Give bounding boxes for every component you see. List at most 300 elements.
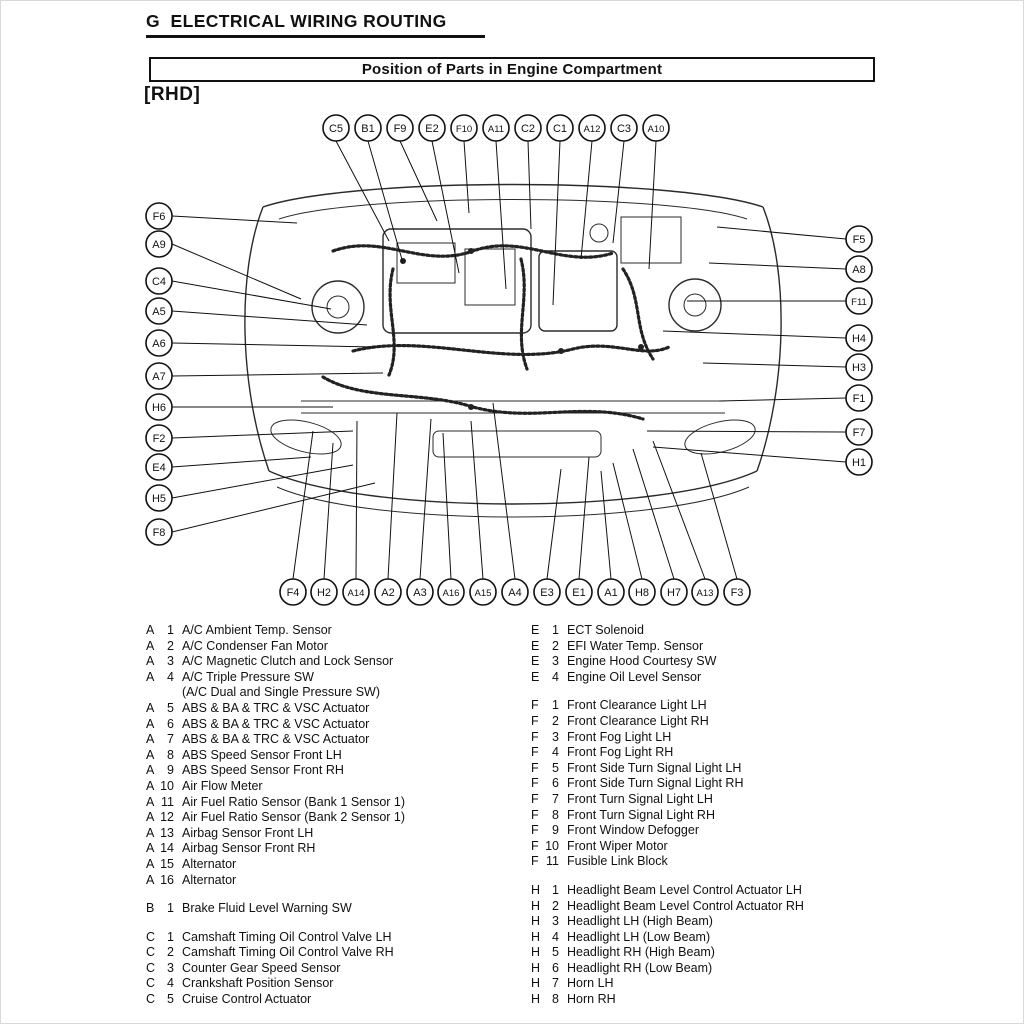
legend-code-letter: A	[146, 872, 155, 887]
callout-code: H6	[151, 401, 167, 414]
legend-code-number: 4	[167, 976, 174, 991]
legend-label: Front Side Turn Signal Light RH	[567, 776, 744, 791]
legend-label: A/C Ambient Temp. Sensor	[182, 623, 332, 637]
legend-label: A/C Condenser Fan Motor	[182, 638, 328, 653]
legend-code-number: 7	[552, 791, 559, 806]
legend-code-letter: H	[531, 945, 541, 960]
leader-line	[471, 421, 483, 579]
callout-A13	[653, 441, 718, 605]
callout-C2	[515, 115, 541, 229]
legend-item	[531, 883, 804, 899]
legend-code-letter: F	[531, 776, 539, 791]
leader-line	[496, 141, 506, 289]
leader-line	[464, 141, 469, 213]
legend-code-letter: A	[146, 763, 155, 778]
callout-code: H8	[634, 586, 650, 599]
callout-F1	[719, 385, 872, 411]
legend-item	[531, 945, 804, 961]
legend-item	[531, 976, 804, 992]
legend-code-letter: B	[146, 901, 155, 916]
legend-item	[146, 685, 405, 701]
callout-H3	[703, 354, 872, 380]
callout-code: A5	[152, 305, 166, 318]
legend-code-number: 4	[552, 929, 559, 944]
callout-code: H4	[851, 332, 867, 345]
legend-code-letter: F	[531, 854, 539, 869]
legend-item	[146, 810, 405, 826]
legend-label: A/C Magnetic Clutch and Lock Sensor	[182, 654, 394, 669]
leader-line	[172, 373, 383, 376]
legend-item	[146, 701, 405, 717]
legend-code-letter: F	[531, 807, 539, 822]
callout-code: A2	[381, 586, 395, 599]
legend-item	[146, 992, 405, 1008]
callout-code: A9	[152, 238, 166, 251]
leader-line	[547, 469, 561, 579]
legend-item	[146, 976, 405, 992]
legend-item	[531, 623, 804, 639]
callout-code: F5	[852, 233, 866, 246]
legend-code-number: 2	[552, 638, 559, 653]
legend-code-number: 5	[552, 760, 559, 775]
legend-label: A/C Triple Pressure SW	[182, 669, 314, 684]
legend-item	[531, 823, 804, 839]
callout-code: F10	[455, 123, 473, 135]
legend-code-letter: F	[531, 729, 539, 744]
legend-code-letter: A	[146, 841, 155, 856]
legend-item	[531, 654, 804, 670]
callout-F2	[146, 425, 353, 451]
callout-code: E2	[425, 122, 439, 135]
legend-code-letter: A	[146, 825, 155, 840]
legend-code-number: 1	[167, 929, 174, 944]
legend-code-letter: F	[531, 791, 539, 806]
legend-code-number: 9	[167, 763, 174, 778]
legend-code-letter: E	[531, 623, 540, 637]
callout-A15	[470, 421, 496, 605]
legend-code-number: 7	[167, 732, 174, 747]
callout-code: F2	[152, 432, 166, 445]
legend-item	[531, 930, 804, 946]
callout-A2	[375, 413, 401, 605]
legend-code-letter: A	[146, 638, 155, 653]
callout-code: C5	[328, 122, 344, 135]
legend-item	[531, 745, 804, 761]
leader-line	[172, 465, 353, 498]
legend-label: Cruise Control Actuator	[182, 992, 312, 1007]
callout-code: C2	[520, 122, 536, 135]
legend-code-letter: H	[531, 960, 541, 975]
legend-item	[146, 639, 405, 655]
leader-line	[701, 453, 737, 579]
callout-code: F4	[286, 586, 300, 599]
engine-drawing	[245, 185, 781, 518]
legend-item	[146, 732, 405, 748]
legend-code-number: 4	[552, 669, 559, 684]
legend-code-letter: F	[531, 823, 539, 838]
legend-item	[146, 654, 405, 670]
legend-item	[531, 961, 804, 977]
legend-label: Headlight LH (High Beam)	[567, 914, 713, 929]
leader-line	[717, 227, 846, 239]
legend-code-number: 1	[167, 623, 174, 637]
leader-line	[400, 141, 437, 221]
callout-A6	[146, 330, 375, 356]
legend-label: ABS & BA & TRC & VSC Actuator	[182, 732, 370, 747]
leader-line	[172, 281, 331, 309]
leader-line	[703, 363, 846, 367]
legend-item	[146, 826, 405, 842]
legend-label: ABS Speed Sensor Front LH	[182, 747, 342, 762]
legend-code-number: 4	[167, 669, 174, 684]
legend-item	[531, 714, 804, 730]
legend-code-number: 9	[552, 823, 559, 838]
leader-line	[653, 441, 705, 579]
legend-code-number: 5	[167, 700, 174, 715]
legend-label: Air Fuel Ratio Sensor (Bank 1 Sensor 1)	[182, 794, 406, 809]
callout-F5	[717, 226, 872, 252]
legend-code-letter: C	[146, 992, 156, 1007]
legend-code-letter: A	[146, 747, 155, 762]
leader-line	[443, 433, 451, 579]
legend-code-number: 8	[167, 747, 174, 762]
legend-item	[531, 992, 804, 1008]
legend-label: Horn RH	[567, 992, 616, 1007]
leader-line	[633, 449, 674, 579]
legend-label: Front Fog Light RH	[567, 745, 674, 760]
callout-code: F6	[152, 210, 166, 223]
legend-column-left	[146, 623, 405, 1021]
callout-F10	[451, 115, 477, 213]
callout-C4	[146, 268, 331, 309]
legend-code-number: 7	[552, 976, 559, 991]
legend-item	[146, 961, 405, 977]
legend-label: Air Fuel Ratio Sensor (Bank 2 Sensor 1)	[182, 810, 406, 825]
legend-code-letter: H	[531, 929, 541, 944]
callout-code: H5	[151, 492, 167, 505]
callout-code: A12	[583, 123, 601, 135]
legend-item	[531, 639, 804, 655]
legend-item	[146, 795, 405, 811]
legend-group	[146, 623, 405, 888]
callout-A3	[407, 419, 433, 605]
callout-code: A11	[487, 123, 505, 135]
legend-code-number: 1	[167, 901, 174, 916]
legend-label: Front Fog Light LH	[567, 729, 672, 744]
callout-code: F7	[852, 426, 866, 439]
legend-code-number: 12	[160, 810, 174, 825]
legend-code-number: 11	[161, 794, 174, 809]
legend-column-right	[531, 623, 804, 1021]
legend-code-number: 6	[552, 960, 559, 975]
callout-code: C4	[151, 275, 167, 288]
legend-code-number: 1	[552, 882, 559, 897]
callout-code: B1	[361, 122, 375, 135]
legend-code-letter: E	[531, 654, 540, 669]
callout-code: E4	[152, 461, 166, 474]
callout-A7	[146, 363, 383, 389]
legend-item	[531, 914, 804, 930]
callout-code: A16	[442, 587, 460, 599]
legend-code-letter: F	[531, 745, 539, 760]
legend-label: Front Turn Signal Light LH	[567, 791, 713, 806]
leader-line	[613, 463, 642, 579]
legend-label: Alternator	[182, 856, 237, 871]
legend-code-letter: A	[146, 794, 155, 809]
callout-code: F1	[852, 392, 866, 405]
legend-code-number: 2	[552, 898, 559, 913]
legend-label: Horn LH	[567, 976, 614, 991]
legend-code-letter: H	[531, 976, 541, 991]
callout-A8	[709, 256, 872, 282]
leader-line	[172, 244, 301, 299]
legend-label: ECT Solenoid	[567, 623, 644, 637]
legend-code-number: 6	[552, 776, 559, 791]
legend-label: Engine Hood Courtesy SW	[567, 654, 717, 669]
legend-code-number: 3	[552, 654, 559, 669]
legend-code-number: 3	[167, 960, 174, 975]
callout-labels	[146, 115, 872, 605]
callout-code: A10	[647, 123, 665, 135]
legend-code-letter: A	[146, 716, 155, 731]
callout-F7	[647, 419, 872, 445]
legend-item	[531, 761, 804, 777]
leader-line	[647, 431, 846, 432]
legend-code-letter: C	[146, 976, 156, 991]
callout-F6	[146, 203, 297, 229]
callout-code: A3	[413, 586, 427, 599]
legend-label: Camshaft Timing Oil Control Valve LH	[182, 929, 392, 944]
legend-label: Counter Gear Speed Sensor	[182, 960, 341, 975]
legend-group	[531, 883, 804, 1008]
callout-A14	[343, 421, 369, 605]
legend-code-number: 8	[552, 807, 559, 822]
legend-item	[146, 901, 405, 917]
leader-line	[553, 141, 560, 305]
legend-code-number: 6	[167, 716, 174, 731]
legend-code-number: 1	[552, 698, 559, 713]
callout-A10	[643, 115, 669, 269]
leader-line	[613, 141, 624, 243]
callout-code: F9	[393, 122, 407, 135]
callout-code: A14	[347, 587, 365, 599]
legend-label: Headlight LH (Low Beam)	[567, 929, 711, 944]
legend-code-number: 2	[167, 638, 174, 653]
legend-label: Front Window Defogger	[567, 823, 700, 838]
callout-code: A4	[508, 586, 522, 599]
callout-code: E1	[572, 586, 586, 599]
legend-group	[531, 698, 804, 870]
engine-compartment-diagram	[1, 101, 1024, 621]
legend-code-number: 10	[160, 778, 174, 793]
leader-line	[172, 483, 375, 532]
callout-H4	[663, 325, 872, 351]
callout-code: E3	[540, 586, 554, 599]
legend-group	[146, 930, 405, 1008]
legend-label: Front Clearance Light LH	[567, 698, 707, 713]
legend-item	[146, 841, 405, 857]
legend-item	[531, 670, 804, 686]
legend-code-number: 1	[552, 623, 559, 637]
legend-item	[531, 776, 804, 792]
callout-C3	[611, 115, 637, 243]
legend-item	[531, 854, 804, 870]
legend-code-letter: A	[146, 700, 155, 715]
legend-item	[146, 748, 405, 764]
legend-code-letter: A	[146, 654, 155, 669]
legend-code-number: 4	[552, 745, 559, 760]
legend-code-number: 5	[167, 992, 174, 1007]
leader-line	[579, 457, 589, 579]
callout-code: A8	[852, 263, 866, 276]
legend-code-letter: C	[146, 929, 156, 944]
legend-item	[531, 792, 804, 808]
leader-line	[581, 141, 592, 259]
legend-item	[146, 873, 405, 889]
leader-line	[388, 413, 397, 579]
legend-item	[146, 945, 405, 961]
legend-code-letter: E	[531, 638, 540, 653]
legend-code-letter: H	[531, 992, 541, 1007]
legend-label: Headlight Beam Level Control Actuator LH	[567, 882, 802, 897]
legend-code-number: 5	[552, 945, 559, 960]
callout-code: F11	[851, 296, 867, 308]
callout-E4	[146, 454, 311, 480]
legend-label: Headlight RH (Low Beam)	[567, 960, 713, 975]
legend-label: ABS Speed Sensor Front RH	[182, 763, 344, 778]
legend-group	[146, 901, 405, 917]
callout-code: A6	[152, 337, 166, 350]
legend-label: ABS & BA & TRC & VSC Actuator	[182, 700, 370, 715]
legend-code-letter: A	[146, 623, 155, 637]
legend-item	[531, 899, 804, 915]
legend-item	[146, 857, 405, 873]
callout-code: A13	[696, 587, 714, 599]
boxed-title-text: Position of Parts in Engine Compartment	[361, 61, 663, 78]
legend-item	[146, 670, 405, 686]
legend-code-letter: C	[146, 960, 156, 975]
legend-code-letter: E	[531, 669, 540, 684]
leader-line	[356, 421, 357, 579]
legend-code-letter: H	[531, 914, 541, 929]
legend-item	[146, 930, 405, 946]
legend-code-letter: H	[531, 882, 541, 897]
callout-code: A1	[604, 586, 618, 599]
legend-label: Headlight RH (High Beam)	[567, 945, 715, 960]
callout-H6	[146, 394, 333, 420]
legend-item	[146, 623, 405, 639]
legend-code-letter: A	[146, 778, 155, 793]
leader-line	[653, 447, 846, 462]
leader-line	[336, 141, 389, 241]
legend-code-number: 13	[160, 825, 174, 840]
callout-code: C3	[616, 122, 632, 135]
legend-item	[146, 717, 405, 733]
section-heading: G ELECTRICAL WIRING ROUTING	[146, 11, 485, 38]
legend-label: Airbag Sensor Front LH	[182, 825, 314, 840]
legend-label: Camshaft Timing Oil Control Valve RH	[182, 945, 394, 960]
legend-code-letter: A	[146, 669, 155, 684]
legend-label: Engine Oil Level Sensor	[567, 669, 702, 684]
callout-E1	[566, 457, 592, 605]
callout-code: H2	[316, 586, 332, 599]
legend-code-number: 16	[160, 872, 174, 887]
legend-label: Headlight Beam Level Control Actuator RH	[567, 898, 804, 913]
legend-code-letter: F	[531, 698, 539, 713]
legend-code-number: 8	[552, 992, 559, 1007]
callout-code: F8	[152, 526, 166, 539]
legend-code-letter: A	[146, 810, 155, 825]
legend-label: Front Side Turn Signal Light LH	[567, 760, 742, 775]
callout-code: F3	[730, 586, 744, 599]
legend-label: Fusible Link Block	[567, 854, 668, 869]
legend-label: Front Clearance Light RH	[567, 713, 709, 728]
legend-code-letter: A	[146, 856, 155, 871]
leader-line	[172, 343, 375, 347]
callout-E3	[534, 469, 561, 605]
legend-item	[531, 808, 804, 824]
callout-F11	[687, 288, 872, 314]
leader-line	[493, 403, 515, 579]
callout-code: H1	[851, 456, 867, 469]
legend-label: Front Wiper Motor	[567, 838, 668, 853]
legend-label: Airbag Sensor Front RH	[182, 841, 316, 856]
legend-code-number: 15	[160, 856, 174, 871]
leader-line	[172, 216, 297, 223]
legend-label: (A/C Dual and Single Pressure SW)	[182, 685, 380, 700]
legend-code-number: 2	[167, 945, 174, 960]
callout-C1	[547, 115, 573, 305]
leader-line	[293, 431, 313, 579]
legend-code-letter: C	[146, 945, 156, 960]
legend-item	[531, 730, 804, 746]
legend-item	[146, 763, 405, 779]
legend-code-letter: H	[531, 898, 541, 913]
legend-code-number: 14	[160, 841, 174, 856]
leader-line	[420, 419, 431, 579]
callout-A16	[438, 433, 464, 605]
legend-item	[531, 839, 804, 855]
leader-line	[719, 398, 846, 401]
callout-code: H3	[851, 361, 867, 374]
leader-line	[324, 443, 333, 579]
callout-code: A15	[474, 587, 492, 599]
legend-label: Brake Fluid Level Warning SW	[182, 901, 352, 916]
callout-A5	[146, 298, 367, 325]
leader-line	[432, 141, 459, 273]
leader-line	[663, 331, 846, 338]
legend-code-number: 11	[546, 854, 559, 869]
legend-code-letter: F	[531, 838, 539, 853]
leader-line	[172, 431, 353, 438]
legend-label: Alternator	[182, 872, 237, 887]
leader-line	[601, 471, 611, 579]
boxed-title	[149, 57, 875, 82]
legend-code-letter: F	[531, 760, 539, 775]
callout-H1	[653, 447, 872, 475]
legend-item	[146, 779, 405, 795]
legend-label: EFI Water Temp. Sensor	[567, 638, 704, 653]
legend-code-letter: A	[146, 732, 155, 747]
callout-F8	[146, 483, 375, 545]
callout-code: C1	[552, 122, 568, 135]
callout-A11	[483, 115, 509, 289]
callout-code: A7	[152, 370, 166, 383]
legend-code-number: 2	[552, 713, 559, 728]
legend-code-number: 3	[552, 914, 559, 929]
legend-code-number: 10	[545, 838, 559, 853]
legend-code-letter: F	[531, 713, 539, 728]
